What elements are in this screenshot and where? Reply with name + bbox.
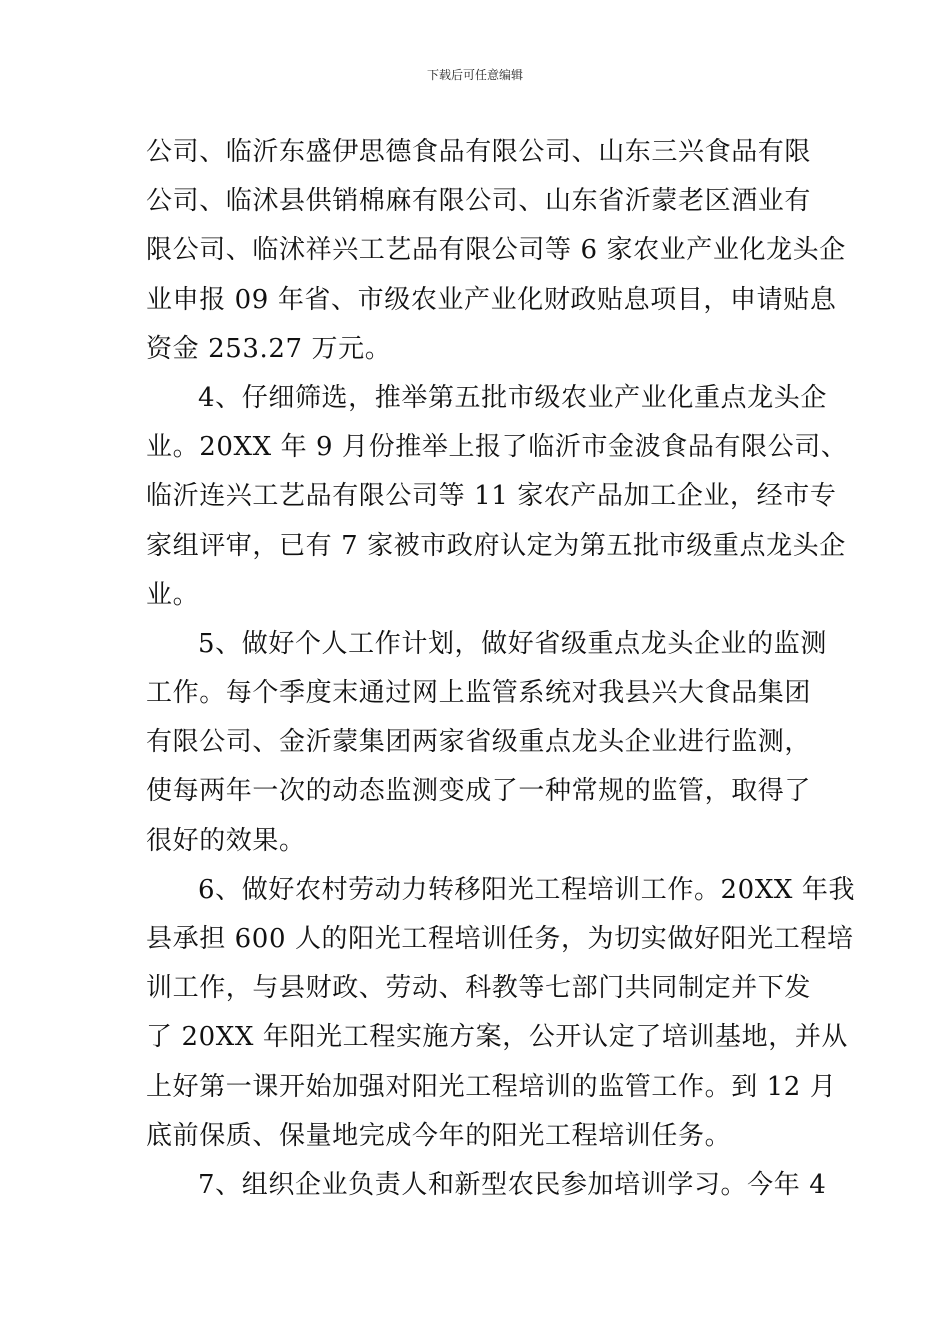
text-line: 训工作，与县财政、劳动、科教等七部门共同制定并下发	[146, 973, 812, 1004]
text-line: 业申报 09 年省、市级农业产业化财政贴息项目，申请贴息	[146, 284, 837, 315]
text-line: 底前保质、保量地完成今年的阳光工程培训任务。	[146, 1120, 732, 1151]
text-line: 县承担 600 人的阳光工程培训任务，为切实做好阳光工程培	[146, 924, 854, 954]
text-line: 了 20XX 年阳光工程实施方案，公开认定了培训基地，并从	[146, 1022, 849, 1053]
text-line: 公司、临沭县供销棉麻有限公司、山东省沂蒙老区酒业有	[146, 186, 812, 217]
text-line: 限公司、临沭祥兴工艺品有限公司等 6 家农业产业化龙头企	[146, 235, 846, 266]
text-line: 使每两年一次的动态监测变成了一种常规的监管，取得了	[146, 776, 812, 807]
text-line: 资金 253.27 万元。	[146, 333, 392, 364]
header-note: 下载后可任意编辑	[426, 68, 523, 82]
text-line: 很好的效果。	[146, 825, 306, 856]
paragraph-7-start: 7、组织企业负责人和新型农民参加培训学习。今年 4	[198, 1169, 827, 1200]
document-body	[146, 128, 856, 1210]
text-line: 业。20XX 年 9 月份推举上报了临沂市金波食品有限公司、	[146, 432, 848, 463]
paragraph-4-start: 4、仔细筛选，推举第五批市级农业产业化重点龙头企	[198, 382, 827, 413]
text-line: 公司、临沂东盛伊思德食品有限公司、山东三兴食品有限	[146, 137, 812, 167]
text-line: 临沂连兴工艺品有限公司等 11 家农产品加工企业，经市专	[146, 481, 837, 512]
text-line: 家组评审，已有 7 家被市政府认定为第五批市级重点龙头企	[146, 530, 846, 561]
text-line: 有限公司、金沂蒙集团两家省级重点龙头企业进行监测，	[146, 727, 812, 758]
paragraph-5-start: 5、做好个人工作计划，做好省级重点龙头企业的监测	[198, 628, 827, 659]
text-line: 上好第一课开始加强对阳光工程培训的监管工作。到 12 月	[146, 1071, 837, 1102]
text-line: 业。	[146, 579, 200, 610]
paragraph-6-start: 6、做好农村劳动力转移阳光工程培训工作。20XX 年我	[198, 874, 856, 905]
text-line: 工作。每个季度末通过网上监管系统对我县兴大食品集团	[146, 678, 812, 709]
